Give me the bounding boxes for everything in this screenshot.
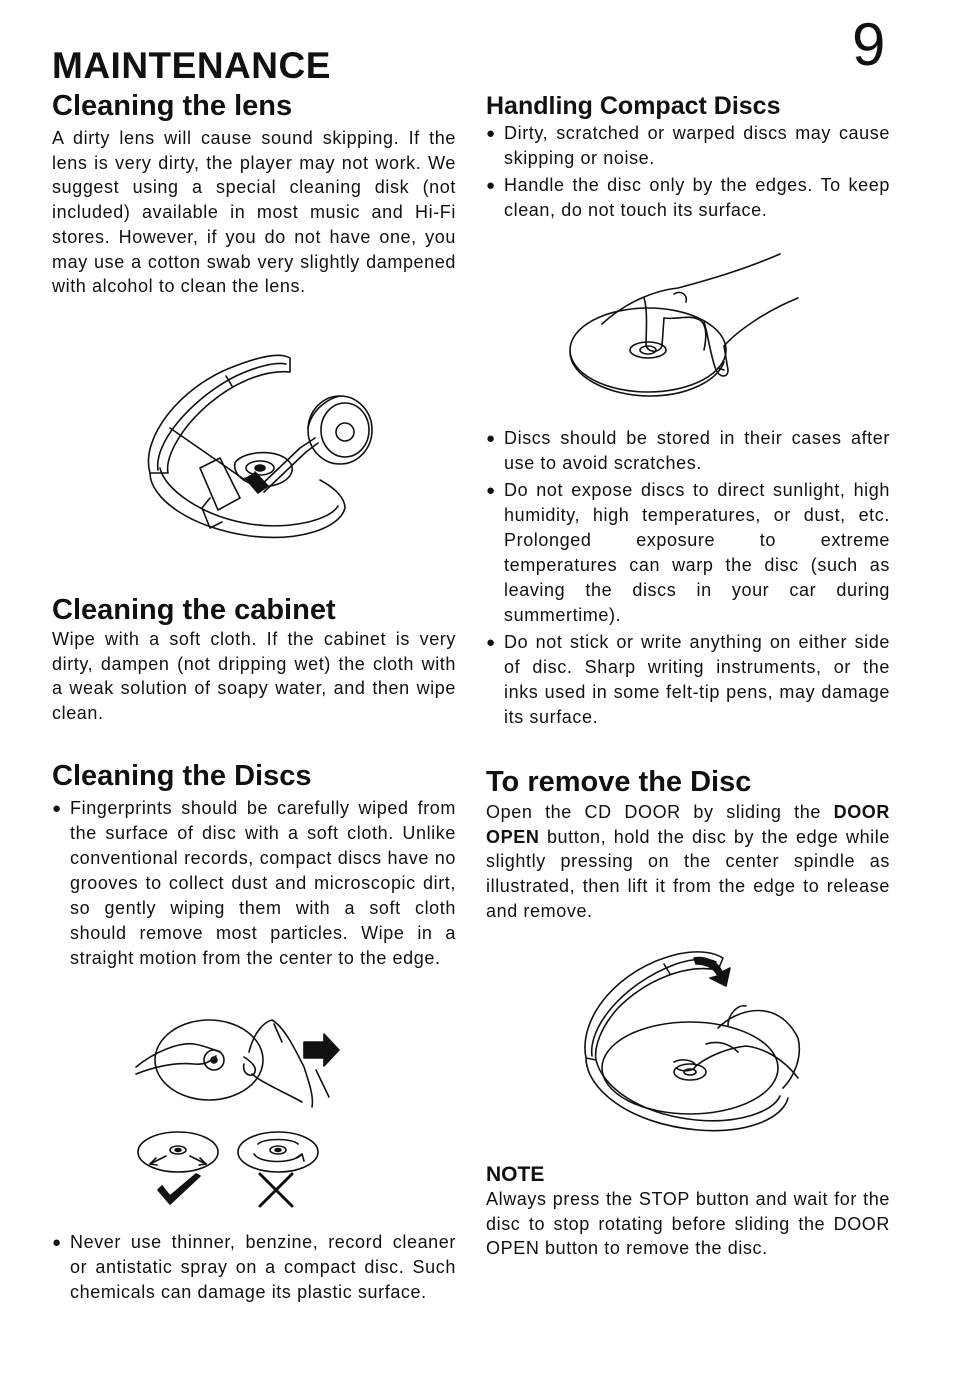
section-note bbox=[486, 1162, 890, 1261]
body-note: Always press the STOP button and wait for the disc to stop rotating before sliding the DOOR OPEN button to remove the disc. bbox=[486, 1189, 890, 1259]
heading-remove-disc: To remove the Disc bbox=[486, 766, 752, 798]
bullet-text: Fingerprints should be carefully wiped from the surface of disc with a soft cloth. Unlike conventional records, compact discs have no grooves to collect dust and microscopic dirt, so gently wiping them with a soft cloth should remove most particles. Wipe in a straight motion from the center to the edge. bbox=[70, 798, 456, 968]
section-cleaning-lens bbox=[52, 88, 456, 299]
bullet-text: Never use thinner, benzine, record cleaner or antistatic spray on a compact disc. Such chemicals can damage its plastic surface. bbox=[70, 1232, 456, 1302]
bullet-text: Handle the disc only by the edges. To keep clean, do not touch its surface. bbox=[504, 175, 890, 220]
player-lens-cleaning-illustration bbox=[140, 348, 380, 548]
list-item: ● Do not expose discs to direct sunlight, high humidity, high temperatures, or dust, etc. Prolonged exposure to extreme temperatures can warp the disc (such as leaving the discs in your car during summertime). bbox=[486, 480, 890, 625]
disc-wiping-illustration bbox=[134, 1012, 344, 1112]
bullet-text: Do not expose discs to direct sunlight, high humidity, high temperatures, or dust, etc. Prolonged exposure to extreme temperatures can warp the disc (such as leaving the discs in your car during summertime). bbox=[504, 480, 890, 625]
body-cleaning-lens: A dirty lens will cause sound skipping. If the lens is very dirty, the player may not work. We suggest using a special cleaning disk (not included) available in most music and Hi-Fi stores. However, if you do not have one, you may use a cotton swab very slightly dampened with alcohol to clean the lens. bbox=[52, 128, 456, 297]
bullet-text: Dirty, scratched or warped discs may cause skipping or noise. bbox=[504, 123, 890, 168]
heading-handling: Handling Compact Discs bbox=[486, 92, 781, 120]
section-handling-more bbox=[486, 426, 890, 732]
list-item: ● Fingerprints should be carefully wiped from the surface of disc with a soft cloth. Unlike conventional records, compact discs have no grooves to collect dust and microscopic dirt, so gently wiping them with a soft cloth should remove most particles. Wipe in a straight motion from the center to the edge. bbox=[52, 798, 456, 968]
list-item: ● Dirty, scratched or warped discs may cause skipping or noise. bbox=[486, 123, 890, 168]
heading-cleaning-cabinet: Cleaning the cabinet bbox=[52, 594, 336, 626]
heading-cleaning-lens: Cleaning the lens bbox=[52, 90, 293, 122]
door-open-label: DOOR OPEN bbox=[486, 802, 890, 847]
body-cleaning-cabinet: Wipe with a soft cloth. If the cabinet is very dirty, dampen (not dripping wet) the cloth with a weak solution of soapy water, and then wipe clean. bbox=[52, 629, 456, 724]
bullet-text: Do not stick or write anything on either side of disc. Sharp writing instruments, or the inks used in some felt-tip pens, may damage its surface. bbox=[504, 632, 890, 727]
section-cleaning-cabinet bbox=[52, 592, 456, 726]
list-item: ● Handle the disc only by the edges. To keep clean, do not touch its surface. bbox=[486, 175, 890, 220]
list-item: ● Do not stick or write anything on either side of disc. Sharp writing instruments, or the inks used in some felt-tip pens, may damage its surface. bbox=[486, 632, 890, 727]
body-remove-disc: Open the CD DOOR by sliding the DOOR OPEN button, hold the disc by the edge while slightly pressing on the center spindle as illustrated, then lift it from the edge to release and remove. bbox=[486, 802, 890, 921]
section-cleaning-discs bbox=[52, 758, 456, 973]
bullet-text: Discs should be stored in their cases after use to avoid scratches. bbox=[504, 428, 890, 473]
wipe-direction-incorrect-illustration bbox=[234, 1128, 324, 1210]
section-remove-disc bbox=[486, 764, 890, 924]
list-item: ● Discs should be stored in their cases after use to avoid scratches. bbox=[486, 428, 890, 473]
wipe-direction-correct-illustration bbox=[136, 1128, 226, 1210]
page-title: MAINTENANCE bbox=[52, 45, 331, 86]
section-handling bbox=[486, 90, 890, 225]
hand-holding-disc-illustration bbox=[568, 250, 804, 400]
list-item: ● Never use thinner, benzine, record cleaner or antistatic spray on a compact disc. Such chemicals can damage its plastic surface. bbox=[52, 1232, 456, 1302]
remove-disc-illustration bbox=[578, 948, 808, 1138]
section-discs-chemicals bbox=[52, 1230, 456, 1307]
heading-cleaning-discs: Cleaning the Discs bbox=[52, 760, 312, 792]
page-number: 9 bbox=[852, 11, 886, 78]
heading-note: NOTE bbox=[486, 1163, 545, 1186]
